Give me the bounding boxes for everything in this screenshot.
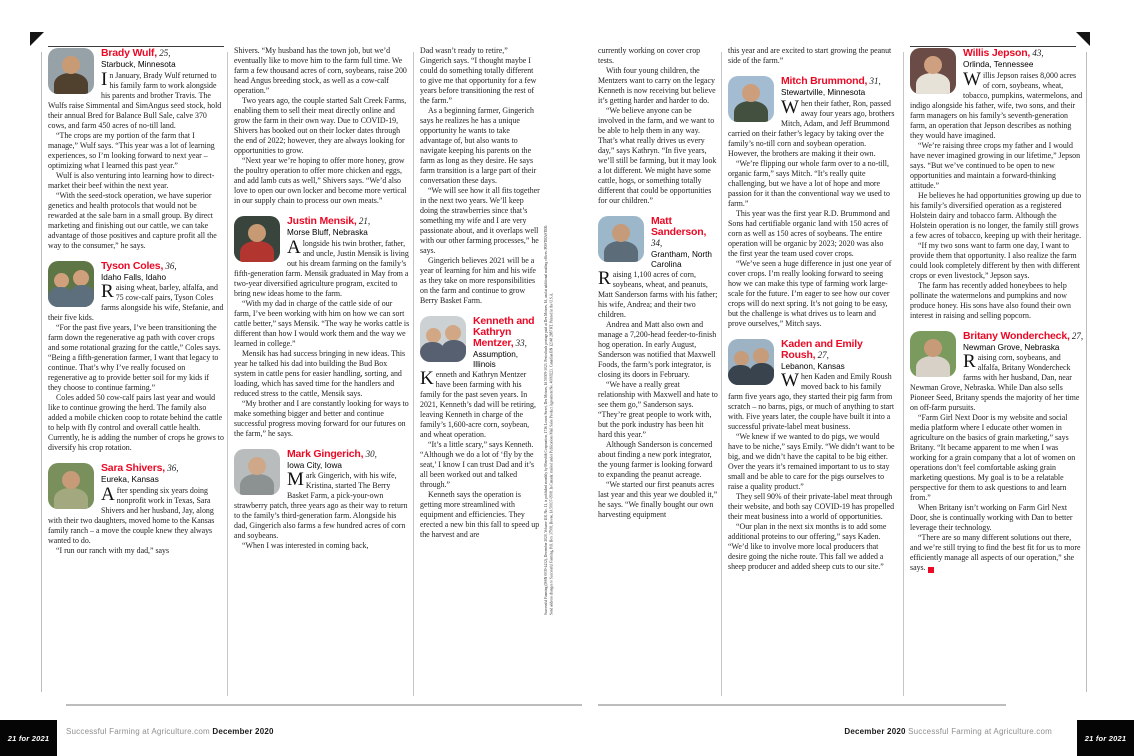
column-rule-1	[227, 52, 228, 696]
corner-mark-top-left-icon	[30, 32, 44, 46]
profile-kaden-emily-roush	[728, 337, 895, 573]
profile-paragraph: “The crops are my portion of the farm that I manage,” Wulf says. “This year was a lot of learning experiences, so I’m looking forward to next year – optimizing what I learned this past year.”	[48, 130, 215, 170]
profile-paragraph: Kenneth and Kathryn Mentzer have been farming with his family for the past seven years. In 2021, Kenneth’s dad will be retiring, leaving Kenneth in charge of the family’s 1,600-acre corn, soybean, and wheat operation.	[420, 368, 536, 439]
kenneth-kathryn-mentzer-headshot	[420, 316, 466, 362]
profile-paragraph: Dad wasn’t ready to retire,” Gingerich says. “I thought maybe I could do something totally different to give me that opportunity for a few years before transitioning the rest of the farm.”	[420, 46, 537, 105]
footer-date: December 2020	[844, 727, 906, 736]
person-head-icon	[426, 328, 441, 343]
profile-matt-sanderson	[598, 214, 718, 520]
profile-paragraph: When Kaden and Emily Roush moved back to his family farm five years ago, they started their pig farm from scratch – no barns, pigs, or much of anything to start with. Five years later, the couple have built it into a successful private-label meat business.	[728, 370, 895, 431]
footer-date: December 2020	[212, 727, 274, 736]
profile-name: Justin Mensik,	[287, 215, 357, 227]
willis-jepson-headshot	[910, 48, 956, 94]
profile-paragraph: “If my two sons want to farm one day, I want to provide them that opportunity. I also realize the farm could look completely different by then with different crops or even livestock,” Jepson says.	[910, 240, 1080, 280]
mark-gingerich-headshot	[234, 449, 280, 495]
profile-paragraph: this year and are excited to start growing the peanut side of the farm.”	[728, 46, 892, 65]
profile-continuation	[598, 46, 718, 206]
profile-paragraph: When their father, Ron, passed away four years ago, brothers Mitch, Adam, and Jeff Brummond carried on their father’s legacy by taking over the family’s no-till corn and soybean operation. However, the brothers are making it their own.	[728, 96, 895, 158]
profile-paragraph: Andrea and Matt also own and manage a 7,200-head feeder-to-finish hog operation. In early August, Sanderson was notified that Maxwell Foods, the farm’s pork integrator, is closing its doors in February.	[598, 320, 717, 379]
person-head-icon	[248, 224, 266, 242]
profile-paragraph: “My brother and I are constantly looking for ways to make something bigger and better and continue successful progress moving forward for our futures on the farm,” he says.	[234, 398, 409, 438]
footer-rule-left	[66, 704, 582, 706]
person-head-icon	[924, 339, 942, 357]
profile-paragraph: “We’ve seen a huge difference in just one year of cover crops. I’m really looking forward to seeing how we can make this type of farming work large-scale for the future. I’m eager to see how our cover crops will do next spring. It’s not going to be easy, but the challenge is what drives us to learn and prove ourselves,” Mitch says.	[728, 258, 892, 328]
profile-paragraph: When Britany isn’t working on Farm Girl Next Door, she is continually working with Dan to better leverage their technology.	[910, 503, 1073, 532]
profile-continuation	[234, 46, 410, 206]
person-head-icon	[62, 471, 80, 489]
mitch-brummond-headshot	[728, 76, 774, 122]
profile-paragraph: “We will see how it all fits together in the next two years. We’ll keep doing the strawberries since that’s something my wife and I are very passionate about, and it overlaps well with our other farming processes,” he says.	[420, 186, 540, 255]
column-5	[728, 46, 895, 698]
profile-paragraph: “There are so many different solutions out there, and we’re still trying to find the best fit for us to more efficiently manage all aspects of our operation,” she says. SF	[910, 533, 1081, 572]
page-edge-rule-right	[1086, 52, 1087, 692]
person-torso-icon	[441, 340, 466, 362]
profile-continuation	[420, 46, 540, 306]
profile-name: Brady Wulf,	[101, 47, 157, 59]
person-head-icon	[742, 84, 760, 102]
footer-brand: Successful Farming at Agriculture.com	[908, 727, 1052, 736]
profile-paragraph: With four young children, the Mentzers want to carry on the legacy Kenneth is now receiving but believe it’s getting harder and harder to do.	[598, 66, 716, 105]
footer-brand: Successful Farming at Agriculture.com	[66, 727, 210, 736]
profile-location: Grantham, North Carolina	[651, 250, 712, 269]
profile-paragraph: As a beginning farmer, Gingerich says he realizes he has a unique opportunity he wants to take advantage of, but also wants to navigate keeping his parents on the farm as long as they desire. He says farm transition is a large part of their conversation these days.	[420, 106, 537, 185]
footer-right	[598, 727, 1052, 736]
profile-name: Willis Jepson,	[963, 47, 1031, 59]
profile-age: 27,	[1069, 330, 1084, 341]
profile-location: Stewartville, Minnesota	[781, 88, 866, 97]
person-head-icon	[445, 325, 461, 341]
profile-paragraph: Mensik has had success bringing in new ideas. This year he talked his dad into building the Bud Box system in cattle pens for easier handling, sorting, and loading, which has saved time for the handlers and reduced stress to the cattle, Mensik says.	[234, 348, 406, 398]
profile-paragraph: “Next year we’re hoping to offer more honey, grow the poultry operation to offer more chicken and eggs, and add lamb cuts as well,” Shivers says. “We’d also love to open our own locker and become more vertical in our supply chain to process our own meats.”	[234, 156, 407, 205]
footer-left	[66, 727, 274, 736]
sara-shivers-headshot	[48, 463, 94, 509]
profile-name: Britany Wondercheck,	[963, 329, 1070, 342]
kaden-emily-roush-headshot	[728, 339, 774, 385]
profile-willis-jepson	[910, 46, 1084, 321]
profile-brady-wulf	[48, 46, 224, 251]
column-4	[598, 46, 718, 698]
profile-location: Newman Grove, Nebraska	[963, 342, 1060, 352]
profile-paragraph: He believes he had opportunities growing up due to his family’s diversified operation as a registered Holstein dairy and tobacco farm. Although the Holstein operation is no longer, the family still grows a few acres of tobacco, keeping up with their heritage.	[910, 190, 1082, 240]
person-head-icon	[54, 273, 69, 288]
profile-paragraph: Kenneth says the operation is getting more streamlined with equipment and efficiencies. They erected a new bin this fall to speed up the harvest and are	[420, 490, 540, 539]
profile-paragraph: “Our plan in the next six months is to add some additional proteins to our offering,” says Kaden. “We’d like to involve more local producers that desire going the niche route. This fall we added a sheep producer and added sheep cuts to our site.”	[728, 522, 887, 571]
profile-paragraph: Although Sanderson is concerned about finding a new pork integrator, the young farmer is looking forward to expanding the peanut acreage.	[598, 440, 713, 479]
profile-location: Assumption, Illinois	[473, 350, 519, 369]
profile-paragraph: Gingerich believes 2021 will be a year of learning for him and his wife as they take on more responsibilities on the farm and continue to grow Berry Basket Farm.	[420, 256, 536, 305]
profile-location: Iowa City, Iowa	[287, 460, 342, 470]
profile-paragraph: “When I was interested in coming back,	[242, 541, 369, 550]
profile-paragraph: Shivers. “My husband has the town job, but we’d eventually like to move him to the farm full time. We farm a few thousand acres of corn, soybeans, raise 200 head Angus breeding stock, as well as a cow-calf operation.”	[234, 46, 407, 95]
issue-badge-right: 21 for 2021	[1077, 720, 1134, 756]
profile-paragraph: Raising corn, soybeans, and alfalfa, Britany Wondercheck farms with her husband, Dan, near Newman Grove, Nebraska. While Dan also sells Pioneer Seed, Britany spends the majority of her time on off-farm pursuits.	[910, 351, 1080, 412]
column-1	[48, 46, 224, 698]
column-rule-4	[903, 52, 904, 696]
profile-name: Mitch Brummond,	[781, 75, 868, 87]
profile-age: 36,	[164, 463, 179, 473]
person-head-icon	[62, 56, 80, 74]
profile-kenneth-kathryn-mentzer	[420, 314, 540, 540]
person-torso-icon	[604, 241, 638, 262]
person-torso-icon	[54, 73, 88, 94]
profile-age: 36,	[163, 260, 177, 271]
profile-paragraph: They sell 90% of their private-label meat through their website, and both say COVID-19 has propelled their meat business into a world of opportunities.	[728, 492, 895, 521]
profile-age: 31,	[867, 76, 881, 86]
profile-paragraph: Coles added 50 cow-calf pairs last year and would like to continue growing the herd. The family also added a mobile chicken coop to rotate behind the cattle to help with fly control and overall cattle health. Currently, he is adding the number of crops he grows to diversify his crop rotation.	[48, 393, 224, 452]
profile-paragraph: This year was the first year R.D. Brummond and Sons had certifiable organic land with 150 acres of corn as well as 150 acres of soybeans. The entire operation will be organic by 2023; 2020 was also the first year the team used cover crops.	[728, 208, 890, 258]
person-torso-icon	[69, 285, 94, 307]
column-2	[234, 46, 410, 698]
profile-paragraph: currently working on cover crop tests.	[598, 46, 701, 65]
profile-paragraph: “We have a really great relationship with Maxwell and hate to see them go,” Sanderson says. “They’re great people to work with, but the pork industry has been hit hard this year.”	[598, 380, 718, 439]
profile-age: 43,	[1030, 48, 1044, 58]
profile-location: Orlinda, Tennessee	[963, 60, 1034, 69]
profile-paragraph: “We started our first peanuts acres last year and this year we doubled it,” he says. “We finally bought our own harvesting equipment	[598, 480, 718, 519]
person-torso-icon	[734, 101, 768, 122]
profile-mitch-brummond	[728, 74, 895, 329]
profile-paragraph: “With the seed-stock operation, we have superior genetics and health protocols that would not be rewarded at the sale barn in a small group. By direct marketing and finishing out our cattle, we can take advantage of those positives and capture profit all the way to the consumer,” he says.	[48, 190, 217, 250]
profile-paragraph: “We’re raising three crops my father and I would have never imagined growing in our lifetime,” Jepson says. “But we’ve continued to be open to new opportunities and maintain a forward-thinking attitude.”	[910, 140, 1081, 190]
column-3	[420, 46, 540, 698]
profile-location: Starbuck, Minnesota	[101, 60, 176, 69]
person-head-icon	[248, 457, 266, 475]
person-torso-icon	[749, 363, 774, 385]
profile-paragraph: Two years ago, the couple started Salt Creek Farms, enabling them to sell their meat directly online and grow the farm in their own way. Due to COVID-19, Shivers has booked out on their locker dates through the end of 2022; however, they are always looking for opportunities to grow.	[234, 96, 407, 155]
profile-paragraph: “Farm Girl Next Door is my website and social media platform where I educate other women in agriculture on the basics of grain marketing,” says Britany. “It became apparent to me when I was working for a grain company that a lot of women on operations don’t feel comfortable asking grain marketing questions. My goal is to be a relatable perspective for them to ask questions to and learn from.”	[910, 413, 1076, 502]
profile-location: Morse Bluff, Nebraska	[287, 228, 368, 237]
justin-mensik-headshot	[234, 216, 280, 262]
profile-paragraph: “It’s a little scary,” says Kenneth. “Although we do a lot of ‘fly by the seat,’ I know I can trust Dad and it’s all been worked out and talked through.”	[420, 440, 535, 489]
profile-sara-shivers	[48, 461, 224, 556]
profile-age: 27,	[815, 349, 829, 360]
profile-age: 21,	[356, 216, 371, 226]
profile-paragraph: Raising wheat, barley, alfalfa, and 75 cow-calf pairs, Tyson Coles farms alongside his wife, Stefanie, and their five kids.	[48, 281, 224, 322]
footer-rule-right	[598, 704, 1006, 706]
column-rule-2	[413, 52, 414, 696]
profile-paragraph: In January, Brady Wulf returned to his family farm to work alongside his parents and brother Travis. The Wulfs raise Simmental and SimAngus seed stock, hold their annual Bred for Balance Bull Sale, calve 370 cows, and farm 450 acres of no-till land.	[48, 68, 222, 130]
profile-name: Kenneth and Kathryn Mentzer,	[473, 315, 535, 349]
person-torso-icon	[240, 474, 274, 495]
profile-paragraph: Wulf is also venturing into learning how to direct-market their beef within the next year.	[48, 170, 215, 190]
profile-paragraph: “We believe anyone can be involved in the farm, and we want to be able to help them in any way. That’s what really drives us every day,” says Kathryn. “In five years, we’ll still be farming, but it may look a lot different. We might have some cattle, hogs, or something totally different that could be opportunities for our children.”	[598, 106, 717, 205]
profile-name: Kaden and Emily Roush,	[781, 337, 863, 361]
person-head-icon	[924, 56, 942, 74]
person-torso-icon	[54, 488, 88, 509]
profile-name: Matt Sanderson,	[651, 215, 707, 238]
profile-location: Idaho Falls, Idaho	[101, 272, 167, 282]
end-of-article-icon: SF	[928, 567, 935, 574]
person-head-icon	[612, 224, 630, 242]
profile-mark-gingerich	[234, 447, 410, 552]
person-head-icon	[734, 351, 749, 366]
profile-location: Lebanon, Kansas	[781, 361, 845, 371]
matt-sanderson-headshot	[598, 216, 644, 262]
profile-age: 30,	[363, 448, 377, 459]
profile-age: 33,	[513, 338, 527, 348]
profile-justin-mensik	[234, 214, 410, 439]
profile-paragraph: The farm has recently added honeybees to help pollinate the watermelons and pumpkins and now produce honey. His sons have also found their own interest in raising and selling popcorn.	[910, 280, 1071, 320]
person-torso-icon	[240, 241, 274, 262]
profile-location: Eureka, Kansas	[101, 475, 159, 484]
profile-name: Sara Shivers,	[101, 462, 165, 474]
profile-paragraph: “With my dad in charge of the cattle side of our farm, I’ve been working with him on how we can sort cattle better,” says Mensik. “The way he works cattle is different than how I would work them and the way we learned in college.”	[234, 298, 410, 348]
person-torso-icon	[916, 356, 950, 377]
profile-age: 25,	[156, 48, 171, 58]
profile-age: 34,	[651, 238, 663, 248]
profile-paragraph: “We knew if we wanted to do pigs, we would have to be niche,” says Emily. “We didn’t want to be big, and we didn’t have the capital to be big either. Over the years it’s remained important to us to stay small and be able to care for the pigs ourselves to raise a quality product.”	[728, 432, 895, 491]
profile-paragraph: Mark Gingerich, with his wife, Kristina, started The Berry Basket Farm, a pick-your-own strawberry patch, three years ago as their way to return to the family’s third-generation farm. Alongside his dad, Gingerich also farms a few hundred acres of corn and soybeans.	[234, 469, 408, 540]
profile-britany-wondercheck	[910, 329, 1084, 574]
profile-continuation	[728, 46, 895, 66]
profile-paragraph: “For the past five years, I’ve been transitioning the farm down the regenerative ag path with cover crops and some rotational grazing for the cattle,” Coles says. “Being a fifth-generation farmer, I want that legacy to continue. That’s why I’ve really focused on regenerative ag to provide better soil for my kids if they choose to continue farming.”	[48, 323, 221, 392]
profile-paragraph: Raising 1,100 acres of corn, soybeans, wheat, and peanuts, Matt Sanderson farms with his father; his wife, Andrea; and their two children.	[598, 268, 718, 319]
issue-badge-left: 21 for 2021	[0, 720, 57, 756]
person-head-icon	[73, 270, 89, 286]
profile-paragraph: “We’re flipping our whole farm over to a no-till, organic farm,” says Mitch. “It’s really quite challenging, but we have a lot of hope and more passion for it than the conventional way we used to farm.”	[728, 158, 890, 208]
column-6	[910, 46, 1084, 698]
profile-tyson-coles	[48, 259, 224, 454]
tyson-coles-headshot	[48, 261, 94, 307]
profile-paragraph: After spending six years doing nonprofit work in Texas, Sara Shivers and her husband, Jay, along with their two daughters, moved home to the Kansas family ranch – a move the couple knew they always wanted to do.	[48, 483, 215, 545]
person-torso-icon	[916, 73, 950, 94]
profile-paragraph: Alongside his twin brother, father, and uncle, Justin Mensik is living out his dream farming on the family’s fifth-generation farm. Mensik graduated in May from a two-year diversified agriculture program, excited to bring new ideas home to the farm.	[234, 236, 409, 298]
britany-wondercheck-headshot	[910, 331, 956, 377]
profile-name: Tyson Coles,	[101, 259, 164, 272]
page-edge-rule-left	[41, 52, 42, 692]
profile-paragraph: “I run our ranch with my dad,” says	[56, 545, 170, 555]
column-rule-3	[721, 52, 722, 696]
corner-mark-top-right-icon	[1076, 32, 1090, 46]
masthead-fine-print: Successful Farming (ISSN 0039-4432), December 2020, Volume 118, No. 11, is published monthly by Meredith Corporation, 1716 Locust Street, Des Moines, IA 50309-3023. Periodicals postage paid at Des Moines, IA, and at additional mailing offices. POSTMASTER: Send address changes to Successful Farming, P.O. Box 37508, Boone, IA 50037-0508. In Canada: mailed under Publications Mail Sales Product Agreement No. 40069223. Canadian BN 12348 2887 RT. Printed in the U.S.A.	[544, 225, 554, 615]
person-head-icon	[753, 348, 769, 364]
profile-paragraph: Willis Jepson raises 8,000 acres of corn, soybeans, wheat, tobacco, pumpkins, watermelons, and indigo alongside his father, wife, two sons, and their farm managers on his family’s seventh-generation farm, an operation that Jepson describes as nothing they would have imagined.	[910, 68, 1083, 140]
profile-name: Mark Gingerich,	[287, 447, 364, 460]
brady-wulf-headshot	[48, 48, 94, 94]
